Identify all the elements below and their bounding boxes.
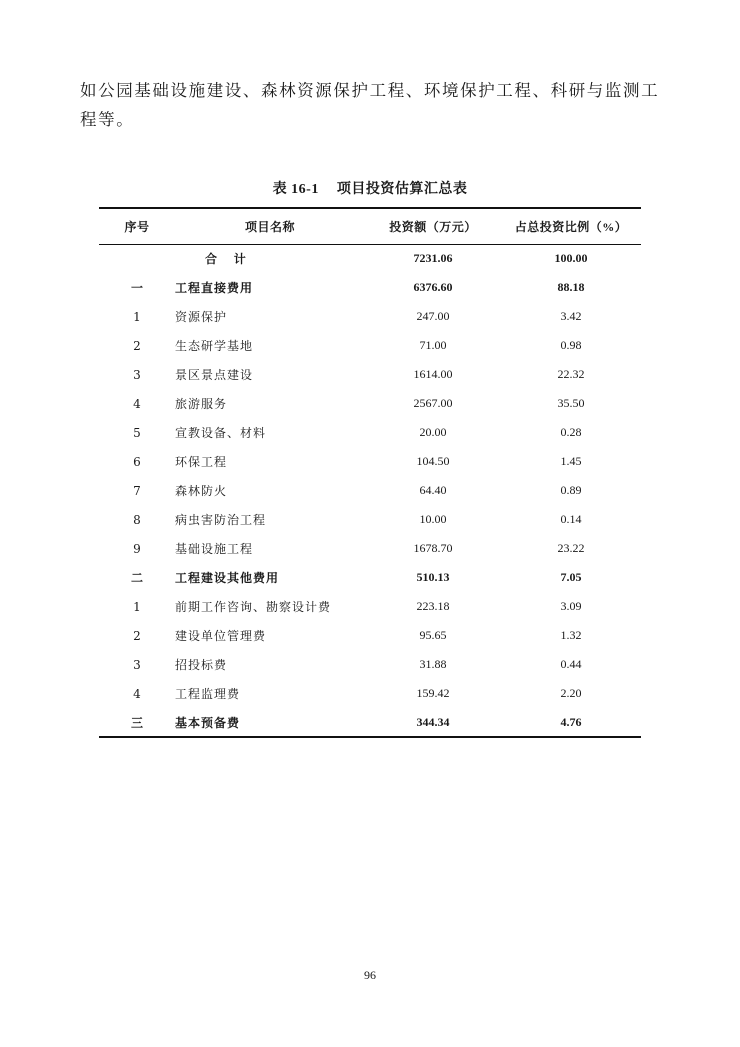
row-name: 建设单位管理费: [175, 629, 267, 643]
row-index: 5: [133, 425, 141, 440]
row-amount: 31.88: [419, 657, 447, 671]
row-index: 2: [133, 338, 141, 353]
table-row: [99, 360, 641, 389]
header-name: 项目名称: [244, 219, 295, 234]
table-row: [99, 476, 641, 505]
row-ratio: 22.32: [557, 367, 585, 381]
row-ratio: 3.42: [560, 309, 582, 323]
table-row-section: [99, 708, 641, 737]
row-index: 7: [133, 483, 141, 498]
row-amount: 1614.00: [413, 367, 453, 381]
row-name: 旅游服务: [175, 397, 228, 411]
row-ratio: 1.32: [560, 628, 582, 642]
table-row: [99, 592, 641, 621]
row-name: 基本预备费: [175, 715, 241, 730]
row-ratio: 88.18: [557, 280, 585, 294]
row-name: 工程监理费: [175, 687, 241, 701]
row-name: 前期工作咨询、勘察设计费: [175, 600, 332, 614]
table-header-row: [99, 208, 641, 244]
row-index: [99, 244, 175, 273]
row-index: 4: [133, 686, 141, 701]
row-index: 2: [133, 628, 141, 643]
row-ratio: 0.28: [560, 425, 582, 439]
table-row: [99, 534, 641, 563]
row-amount: 71.00: [419, 338, 447, 352]
row-amount: 223.18: [416, 599, 450, 613]
table-row: [99, 418, 641, 447]
row-ratio: 1.45: [560, 454, 582, 468]
table-row-section: [99, 563, 641, 592]
table-number: 表 16-1: [272, 182, 319, 197]
row-ratio: 0.98: [560, 338, 582, 352]
row-index: 二: [130, 571, 143, 585]
row-ratio: 35.50: [557, 396, 585, 410]
row-amount: 20.00: [419, 425, 447, 439]
row-index: 6: [133, 454, 141, 469]
header-ratio: 占总投资比例（%）: [514, 219, 628, 234]
row-name: 合 计: [205, 252, 246, 267]
row-name: 工程直接费用: [175, 281, 254, 295]
row-amount: 159.42: [416, 686, 450, 700]
table-caption: [0, 178, 740, 198]
row-ratio: 3.09: [560, 599, 582, 613]
body-paragraph: 如公园基础设施建设、森林资源保护工程、环境保护工程、科研与监测工程等。: [80, 81, 660, 129]
row-name: 生态研学基地: [175, 339, 254, 353]
table-title: 项目投资估算汇总表: [336, 181, 468, 197]
row-name: 病虫害防治工程: [175, 513, 267, 527]
header-amount: 投资额（万元）: [389, 219, 477, 234]
row-amount: 7231.06: [413, 251, 453, 266]
row-index: 1: [133, 599, 141, 614]
row-ratio: 7.05: [560, 570, 582, 584]
table-row: [99, 389, 641, 418]
row-ratio: 2.20: [560, 686, 582, 700]
table-row: [99, 447, 641, 476]
row-index: 一: [130, 281, 143, 295]
table-row: [99, 505, 641, 534]
row-ratio: 100.00: [554, 251, 588, 266]
page-number: 96: [364, 968, 376, 982]
table-row: [99, 621, 641, 650]
row-name: 资源保护: [175, 310, 228, 324]
row-name: 基础设施工程: [175, 542, 254, 556]
row-index: 9: [133, 541, 141, 556]
row-name: 工程建设其他费用: [175, 571, 280, 585]
row-name: 宣教设备、材料: [175, 426, 267, 440]
table-row-total: [99, 244, 641, 273]
row-ratio: 0.89: [560, 483, 582, 497]
row-ratio: 23.22: [557, 541, 585, 555]
header-index: 序号: [124, 219, 150, 234]
row-amount: 6376.60: [413, 280, 453, 294]
row-amount: 344.34: [416, 714, 450, 729]
row-index: 三: [130, 715, 143, 730]
row-amount: 10.00: [419, 512, 447, 526]
row-amount: 2567.00: [413, 396, 453, 410]
table-row: [99, 679, 641, 708]
row-index: 4: [133, 396, 141, 411]
row-index: 3: [133, 657, 141, 672]
row-name: 森林防火: [175, 484, 228, 498]
row-index: 8: [133, 512, 141, 527]
row-amount: 1678.70: [413, 541, 453, 555]
row-amount: 510.13: [416, 570, 450, 584]
row-amount: 247.00: [416, 309, 450, 323]
row-amount: 64.40: [419, 483, 447, 497]
row-ratio: 0.44: [560, 657, 582, 671]
table-row: [99, 650, 641, 679]
row-index: 1: [133, 309, 141, 324]
table-row-section: [99, 273, 641, 302]
row-name: 景区景点建设: [175, 368, 254, 382]
table-row: [99, 302, 641, 331]
row-amount: 104.50: [416, 454, 450, 468]
row-name: 环保工程: [175, 455, 228, 469]
row-amount: 95.65: [419, 628, 447, 642]
row-ratio: 0.14: [560, 512, 582, 526]
investment-summary-table: [99, 207, 641, 738]
row-name: 招投标费: [175, 658, 228, 672]
row-ratio: 4.76: [560, 714, 582, 729]
table-row: [99, 331, 641, 360]
row-index: 3: [133, 367, 141, 382]
